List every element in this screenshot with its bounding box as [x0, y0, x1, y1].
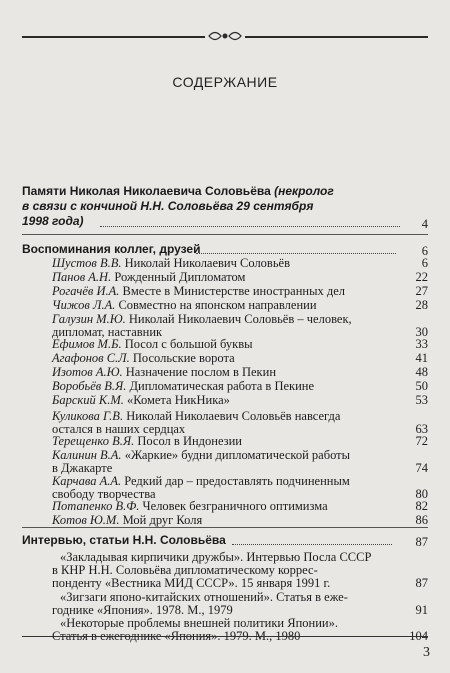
- entry-page: 33: [415, 337, 428, 351]
- entry-title-cont: в Джакарте: [52, 461, 113, 475]
- section-colleagues: Воспоминания коллег, друзей: [22, 242, 201, 256]
- leader-dots: [232, 544, 392, 545]
- entry-title: Посол в Индонезии: [134, 434, 242, 448]
- entry-page: 6: [421, 256, 428, 270]
- entry-title: «Жаркие» будни дипломатической работы: [121, 448, 351, 462]
- article-page: 104: [409, 629, 428, 643]
- toc-entry: [52, 365, 428, 379]
- toc-entry: [52, 312, 428, 326]
- page-number: 3: [423, 645, 430, 660]
- entry-title-cont: свободу творчества: [52, 487, 156, 501]
- entry-author: Панов А.Н.: [52, 270, 112, 284]
- toc-entry: [52, 256, 428, 270]
- toc-entry: [52, 499, 428, 513]
- entry-page: 30: [415, 325, 428, 339]
- entry-author: Рогачёв И.А.: [52, 284, 120, 298]
- entry-author: Калинин В.А.: [52, 448, 122, 462]
- article-line: «Закладывая кирпичики дружбы». Интервью Посла СССР: [60, 550, 372, 564]
- entry-page: 74: [415, 461, 428, 475]
- article-page: 91: [415, 603, 428, 617]
- entry-title: Дипломатическая работа в Пекине: [126, 379, 315, 393]
- entry-page: 27: [415, 284, 428, 298]
- entry-author: Котов Ю.М.: [52, 513, 120, 527]
- toc-entry: [52, 351, 428, 365]
- entry-title: Николай Николаевич Соловьёв навсегда: [123, 409, 341, 423]
- toc-entry: [52, 448, 428, 462]
- entry-author: Воробьёв В.Я.: [52, 379, 127, 393]
- entry-author: Терещенко В.Я.: [52, 434, 135, 448]
- entry-author: Агафонов С.Л.: [52, 351, 130, 365]
- article-line: в КНР Н.Н. Соловьёва дипломатическому коррес-: [52, 563, 318, 577]
- article-line: годнике «Япония». 1978. М., 1979: [52, 603, 233, 617]
- entry-page: 80: [415, 487, 428, 501]
- entry-page: 63: [415, 422, 428, 436]
- entry-author: Барский К.М.: [52, 393, 124, 407]
- article-line: «Некоторые проблемы внешней политики Японии».: [60, 616, 338, 630]
- entry-title: Вместе в Министерстве иностранных дел: [119, 284, 346, 298]
- toc-entry: [52, 434, 428, 448]
- entry-title: «Комета НикНика»: [123, 393, 230, 407]
- article-line: «Зигзаги японо-китайских отношений». Статья в еже-: [60, 590, 348, 604]
- section-divider: [22, 234, 428, 235]
- entry-page: 53: [415, 393, 428, 407]
- entry-author: Карчава А.А.: [52, 474, 122, 488]
- entry-title: Посольские ворота: [129, 351, 235, 365]
- article-line: понденту «Вестника МИД СССР». 15 января 1991 г.: [52, 576, 331, 590]
- entry-page: 48: [415, 365, 428, 379]
- entry-page: 50: [415, 379, 428, 393]
- entry-title: Человек безграничного оптимизма: [139, 499, 328, 513]
- toc-entry: [52, 270, 428, 284]
- section-memorial-page: 4: [421, 217, 428, 231]
- entry-author: Шустов В.В.: [52, 256, 122, 270]
- section-memorial-line3: 1998 года): [22, 214, 84, 228]
- toc-entry: [52, 379, 428, 393]
- toc-entry: [52, 284, 428, 298]
- section-memorial: Памяти Николая Николаевича Соловьёва (некролог: [22, 184, 334, 198]
- entry-page: 28: [415, 298, 428, 312]
- entry-title: Мой друг Коля: [119, 513, 203, 527]
- entry-author: Ефимов М.Б.: [52, 337, 122, 351]
- entry-title: Посол с большой буквы: [121, 337, 253, 351]
- entry-title: Назначение послом в Пекин: [122, 365, 277, 379]
- section-articles-page: 87: [415, 535, 428, 549]
- entry-title-cont: остался в наших сердцах: [52, 422, 186, 436]
- entry-title: Совместно на японском направлении: [115, 298, 317, 312]
- entry-page: 41: [415, 351, 428, 365]
- entry-author: Потапенко В.Ф.: [52, 499, 140, 513]
- bottom-rule: [22, 636, 428, 637]
- toc-entry: [52, 513, 428, 527]
- entry-page: 82: [415, 499, 428, 513]
- entry-title: Редкий дар – предоставлять подчиненным: [121, 474, 350, 488]
- ornament-icon: [205, 27, 245, 45]
- toc-entry: [52, 337, 428, 351]
- section-articles: Интервью, статьи Н.Н. Соловьёва: [22, 533, 226, 547]
- entry-author: Чижов Л.А.: [52, 298, 116, 312]
- leader-dots: [196, 253, 396, 254]
- entry-title: Николай Николаевич Соловьёв: [121, 256, 290, 270]
- article-page: 87: [415, 576, 428, 590]
- section-memorial-line2: в связи с кончиной Н.Н. Соловьёва 29 сентября: [22, 199, 314, 213]
- toc-entry: [52, 409, 428, 423]
- entry-page: 72: [415, 434, 428, 448]
- section-colleagues-page: 6: [421, 244, 428, 258]
- entry-author: Галузин М.Ю.: [52, 312, 126, 326]
- toc-entry: [52, 474, 428, 488]
- entry-title: Рожденный Дипломатом: [111, 270, 246, 284]
- page-title: СОДЕРЖАНИЕ: [172, 74, 278, 90]
- entry-page: 22: [415, 270, 428, 284]
- entry-author: Изотов А.Ю.: [52, 365, 123, 379]
- entry-title-cont: дипломат, наставник: [52, 325, 163, 339]
- entry-title: Николай Николаевич Соловьёв – человек,: [125, 312, 352, 326]
- toc-entry: [52, 393, 428, 407]
- article-line: Статья в ежегоднике «Япония». 1979. М., 1980: [52, 629, 301, 643]
- toc-entry: [52, 298, 428, 312]
- entry-page: 86: [415, 513, 428, 527]
- section-divider: [22, 527, 428, 528]
- leader-dots: [100, 226, 400, 227]
- entry-author: Куликова Г.В.: [52, 409, 124, 423]
